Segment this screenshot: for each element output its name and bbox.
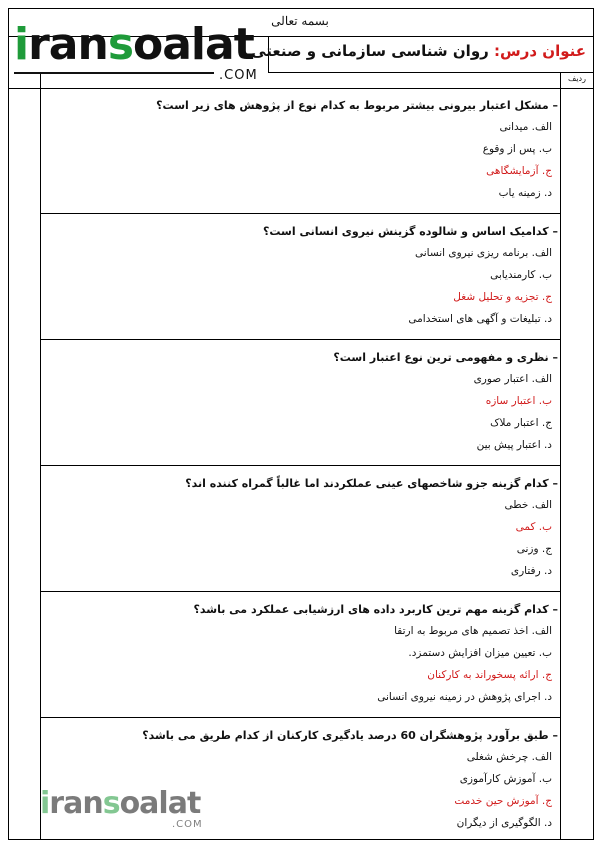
answer-option: الف. اعتبار صوری (473, 373, 552, 385)
logo-underline (14, 72, 214, 74)
answer-option: د. زمینه یاب (498, 187, 552, 199)
watermark-domain: .COM (172, 819, 203, 830)
answer-option: ج. اعتبار ملاک (490, 417, 552, 429)
question-text: – طبق برآورد پژوهشگران 60 درصد یادگیری کارکنان از کدام طریق می باشد؟ (142, 729, 558, 742)
correct-answer-option: ج. تجزیه و تحلیل شغل (453, 291, 552, 303)
question-separator (40, 717, 560, 718)
row-column-label: ردیف (568, 74, 586, 83)
correct-answer-option: ب. اعتبار سازه (485, 395, 552, 407)
watermark-wordmark: iransoalat (40, 786, 201, 821)
answer-option: ب. تعیین میزان افزایش دستمزد. (408, 647, 552, 659)
bismillah: بسمه تعالی (271, 14, 329, 28)
correct-answer-option: ب. کمی (515, 521, 552, 533)
answer-option: د. رفتاری (510, 565, 552, 577)
answer-option: الف. خطی (504, 499, 552, 511)
answer-option: د. تبلیغات و آگهی های استخدامی (408, 313, 552, 325)
correct-answer-option: ج. آموزش حین خدمت (454, 795, 552, 807)
question-separator (40, 213, 560, 214)
course-title (246, 42, 586, 60)
answer-option: الف. میدانی (499, 121, 552, 133)
answer-option: الف. چرخش شغلی (466, 751, 552, 763)
margin-line-left (40, 72, 41, 840)
answer-option: الف. برنامه ریزی نیروی انسانی (414, 247, 552, 259)
question-separator (40, 465, 560, 466)
answer-option: ج. وزنی (516, 543, 552, 555)
answer-option: د. الگوگیری از دیگران (456, 817, 552, 829)
answer-option: ب. کارمندیابی (490, 269, 552, 281)
question-block (50, 96, 558, 204)
question-separator (40, 591, 560, 592)
question-block (50, 348, 558, 456)
course-name: روان شناسی سازمانی و صنعتی (251, 42, 489, 60)
course-label: عنوان درس: (494, 42, 586, 60)
answer-option: ب. پس از وقوع (482, 143, 552, 155)
question-text: – کدامیک اساس و شالوده گزینش نیروی انسانی است؟ (263, 225, 558, 238)
header-divider-bottom (268, 72, 594, 73)
question-text: – نظری و مفهومی ترین نوع اعتبار است؟ (333, 351, 558, 364)
answer-option: الف. اخذ تصمیم های مربوط به ارتقا (394, 625, 552, 637)
answer-option: د. اعتبار پیش بین (476, 439, 552, 451)
margin-line-right (560, 72, 561, 840)
correct-answer-option: ج. ارائه پسخوراند به کارکنان (427, 669, 552, 681)
table-header-line (8, 88, 594, 89)
question-text: – کدام گزینه جزو شاخصهای عینی عملکردند اما غالباً گمراه کننده اند؟ (185, 477, 558, 490)
answer-option: د. اجرای پژوهش در زمینه نیروی انسانی (377, 691, 552, 703)
question-text: – کدام گزینه مهم ترین کاربرد داده های ارزشیابی عملکرد می باشد؟ (193, 603, 558, 616)
logo-domain: .COM (219, 68, 258, 83)
answer-option: ب. آموزش کارآموزی (459, 773, 552, 785)
question-block (50, 600, 558, 708)
question-block (50, 474, 558, 582)
site-logo (14, 18, 269, 84)
question-separator (40, 339, 560, 340)
correct-answer-option: ج. آزمایشگاهی (486, 165, 552, 177)
question-block (50, 222, 558, 330)
logo-wordmark: iransoalat (14, 19, 254, 70)
question-text: – مشکل اعتبار بیرونی بیشتر مربوط به کدام نوع از پژوهش های زیر است؟ (156, 99, 558, 112)
watermark-logo (40, 785, 210, 835)
